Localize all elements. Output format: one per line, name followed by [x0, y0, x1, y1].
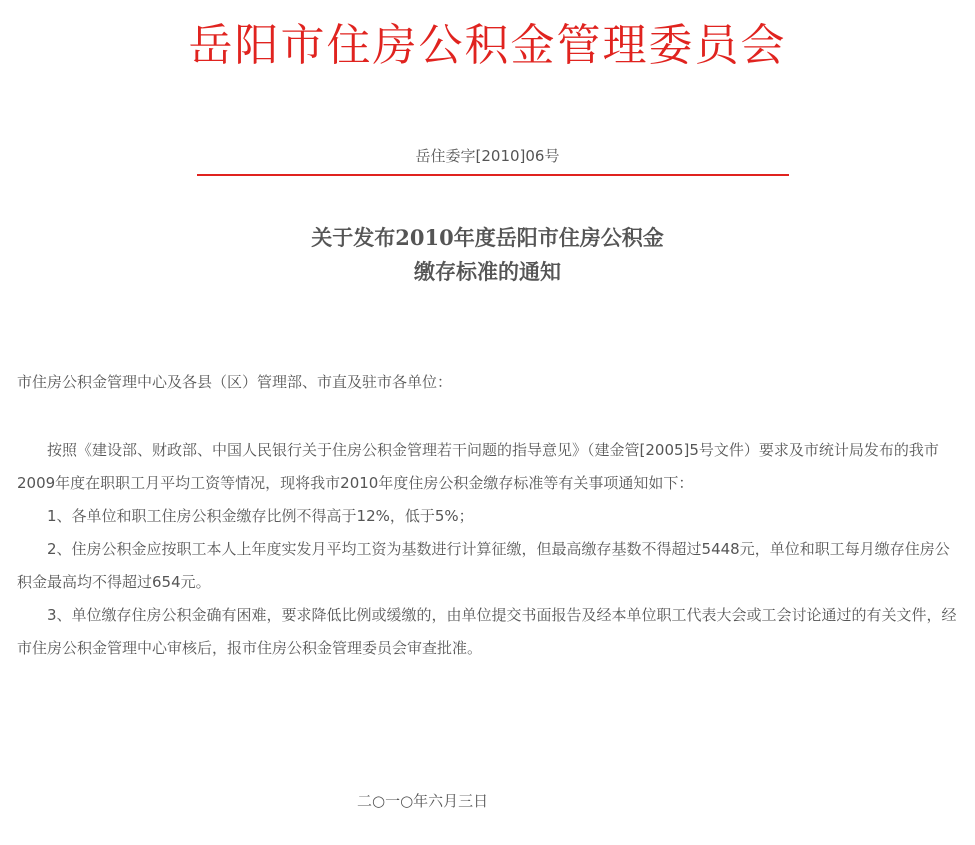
notice-title-line-1: 关于发布2010年度岳阳市住房公积金 — [311, 225, 664, 250]
intro-paragraph: 按照《建设部、财政部、中国人民银行关于住房公积金管理若干问题的指导意见》（建金管[2005]5号文件）要求及市统计局发布的我市2009年度在职职工月平均工资等情况，现将我市2010年度住房公积金缴存标准等有关事项通知如下： — [17, 441, 939, 492]
notice-title-line-2: 缴存标准的通知 — [414, 259, 561, 284]
notice-title — [0, 221, 975, 289]
notice-body — [17, 434, 960, 665]
document-number: 岳住委字[2010]06号 — [415, 147, 560, 165]
header-divider — [197, 174, 789, 176]
salutation: 市住房公积金管理中心及各县（区）管理部、市直及驻市各单位： — [17, 373, 453, 391]
list-item-3: 3、单位缴存住房公积金确有困难，要求降低比例或缓缴的，由单位提交书面报告及经本单位职工代表大会或工会讨论通过的有关文件，经市住房公积金管理中心审核后，报市住房公积金管理委员会审查批准。 — [17, 606, 957, 657]
document-header-title: 岳阳市住房公积金管理委员会 — [188, 20, 787, 71]
list-item-1: 1、各单位和职工住房公积金缴存比例不得高于12%，低于5%； — [47, 507, 474, 525]
issue-date: 二○一○年六月三日 — [357, 792, 489, 810]
list-item-2: 2、住房公积金应按职工本人上年度实发月平均工资为基数进行计算征缴，但最高缴存基数不得超过5448元，单位和职工每月缴存住房公积金最高均不得超过654元。 — [17, 540, 950, 591]
